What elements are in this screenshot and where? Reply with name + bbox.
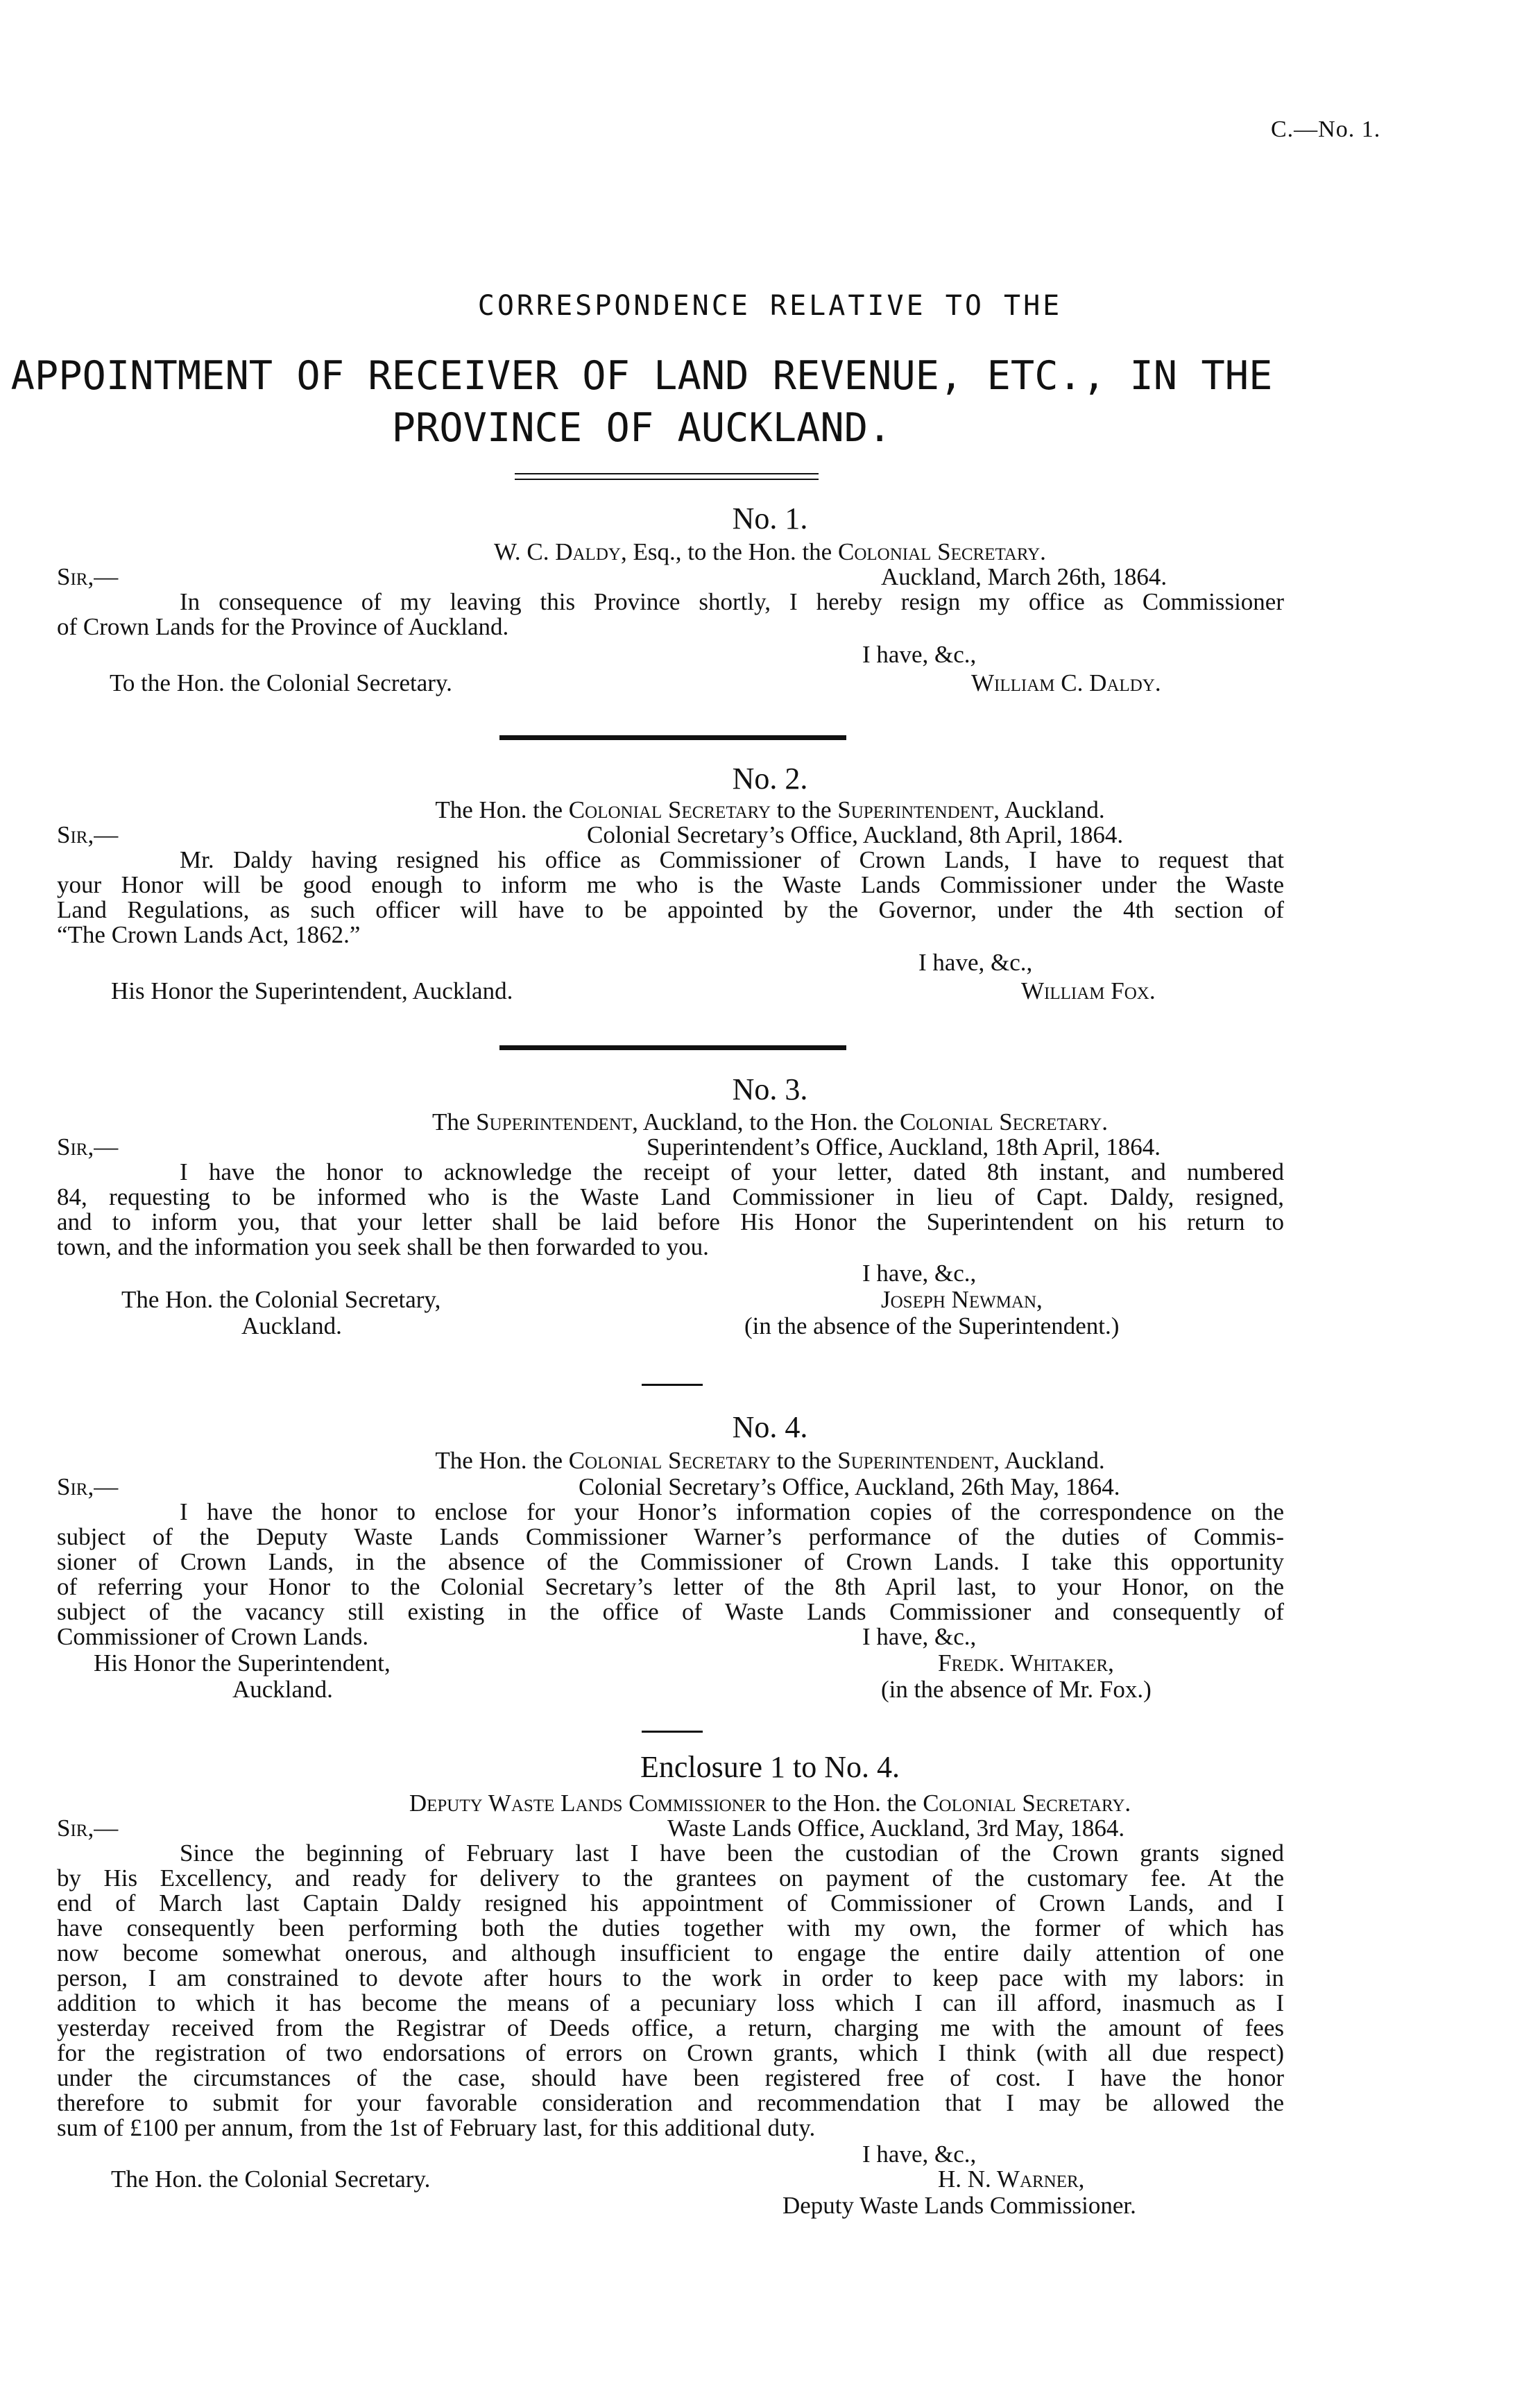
body-line: sioner of Crown Lands, in the absence of the Commissioner of Crown Lands. I take this opportunity (57, 1548, 1284, 1575)
letter-4-addressee-city: Auckland. (232, 1676, 333, 1703)
body-line: and to inform you, that your letter shall be laid before His Honor the Superintendent on his return to (57, 1208, 1284, 1235)
letter-2-closing: I have, &c., (918, 949, 1033, 976)
body-line: “The Crown Lands Act, 1862.” (57, 921, 361, 948)
separator-rule (499, 1045, 846, 1050)
body-line: by His Excellency, and ready for delivery to the grantees on payment of the customary fee. At the (57, 1864, 1284, 1892)
body-line: have consequently been performing both the duties together with my own, the former of which has (57, 1914, 1284, 1941)
letter-4-signature-note: (in the absence of Mr. Fox.) (881, 1676, 1152, 1703)
letter-1-signature: William C. Daldy. (971, 669, 1161, 696)
enclosure-closing: I have, &c., (862, 2141, 977, 2168)
letter-2-salutation: Sir,— (57, 821, 119, 848)
letter-4-addressee: His Honor the Superintendent, (94, 1649, 391, 1676)
title-line-2: APPOINTMENT OF RECEIVER OF LAND REVENUE, ETC., IN THE (10, 353, 1273, 399)
letter-1-place-date: Auckland, March 26th, 1864. (881, 563, 1167, 590)
body-line: now become somewhat onerous, and although insufficient to engage the entire daily attention of one (57, 1939, 1284, 1966)
title-line-1: CORRESPONDENCE RELATIVE TO THE (477, 290, 1063, 322)
page-number: C.—No. 1. (1271, 117, 1381, 142)
body-line: Commissioner of Crown Lands. (57, 1623, 369, 1650)
enclosure-heading: Enclosure 1 to No. 4. (640, 1750, 900, 1784)
body-line: Since the beginning of February last I have been the custodian of the Crown grants signed (180, 1840, 1284, 1867)
letter-3-addressee: The Hon. the Colonial Secretary, (121, 1286, 441, 1313)
separator-rule (642, 1731, 703, 1733)
body-line: subject of the Deputy Waste Lands Commissioner Warner’s performance of the duties of Commis- (57, 1523, 1284, 1550)
body-line: town, and the information you seek shall be then forwarded to you. (57, 1233, 709, 1260)
letter-3-closing: I have, &c., (862, 1260, 977, 1287)
letter-1-salutation: Sir,— (57, 563, 119, 590)
title-rule (515, 473, 819, 480)
body-line: under the circumstances of the case, should have been registered free of cost. I have the honor (57, 2064, 1284, 2091)
letter-4-signature: Fredk. Whitaker, (938, 1649, 1114, 1676)
enclosure-addressee: The Hon. the Colonial Secretary. (111, 2166, 431, 2193)
title-line-3: PROVINCE OF AUCKLAND. (391, 405, 892, 451)
letter-1-from: W. C. Daldy, Esq., to the Hon. the Colonial Secretary. (494, 538, 1046, 565)
enclosure-salutation: Sir,— (57, 1815, 119, 1842)
letter-3-salutation: Sir,— (57, 1133, 119, 1160)
enclosure-from: Deputy Waste Lands Commissioner to the Hon. the Colonial Secretary. (409, 1790, 1131, 1817)
body-line: therefore to submit for your favorable consideration and recommendation that I may be allowed the (57, 2089, 1284, 2116)
body-line: 84, requesting to be informed who is the Waste Land Commissioner in lieu of Capt. Daldy, resigned, (57, 1183, 1284, 1210)
letter-2-signature: William Fox. (1021, 977, 1156, 1004)
body-line: I have the honor to acknowledge the receipt of your letter, dated 8th instant, and numbered (180, 1158, 1284, 1185)
letter-3-addressee-city: Auckland. (241, 1312, 342, 1339)
enclosure-place-date: Waste Lands Office, Auckland, 3rd May, 1864. (667, 1815, 1125, 1842)
separator-rule (499, 735, 846, 740)
body-line: yesterday received from the Registrar of Deeds office, a return, charging me with the amount of fees (57, 2014, 1284, 2041)
letter-3-heading: No. 3. (732, 1072, 808, 1106)
enclosure-signature-title: Deputy Waste Lands Commissioner. (782, 2192, 1136, 2219)
letter-4-closing: I have, &c., (862, 1623, 977, 1650)
body-line: subject of the vacancy still existing in the office of Waste Lands Commissioner and consequently of (57, 1598, 1284, 1625)
body-line: Land Regulations, as such officer will have to be appointed by the Governor, under the 4th section of (57, 896, 1284, 923)
letter-2-place-date: Colonial Secretary’s Office, Auckland, 8th April, 1864. (587, 821, 1124, 848)
body-line: your Honor will be good enough to inform me who is the Waste Lands Commissioner under the Waste (57, 871, 1284, 898)
letter-2-from: The Hon. the Colonial Secretary to the Superintendent, Auckland. (435, 796, 1105, 823)
body-line: for the registration of two endorsations of errors on Crown grants, which I think (with all due respect) (57, 2039, 1284, 2066)
letter-4-salutation: Sir,— (57, 1473, 119, 1500)
letter-3-signature: Joseph Newman, (881, 1286, 1043, 1313)
body-line: In consequence of my leaving this Province shortly, I hereby resign my office as Commissioner (180, 588, 1284, 615)
title-block (0, 350, 1283, 454)
body-line: of referring your Honor to the Colonial Secretary’s letter of the 8th April last, to your Honor, on the (57, 1573, 1284, 1600)
body-line: addition to which it has become the means of a pecuniary loss which I can ill afford, inasmuch as I (57, 1989, 1284, 2016)
separator-rule (642, 1384, 703, 1386)
body-line: of Crown Lands for the Province of Auckland. (57, 613, 509, 640)
letter-4-from: The Hon. the Colonial Secretary to the Superintendent, Auckland. (435, 1447, 1105, 1474)
letter-1-addressee: To the Hon. the Colonial Secretary. (110, 669, 452, 696)
letter-3-from: The Superintendent, Auckland, to the Hon. the Colonial Secretary. (431, 1108, 1109, 1135)
letter-1-closing: I have, &c., (862, 641, 977, 668)
letter-4-heading: No. 4. (732, 1410, 808, 1444)
enclosure-signature: H. N. Warner, (938, 2166, 1085, 2193)
letter-3-place-date: Superintendent’s Office, Auckland, 18th April, 1864. (647, 1133, 1161, 1160)
body-line: end of March last Captain Daldy resigned his appointment of Commissioner of Crown Lands, and I (57, 1889, 1284, 1916)
letter-2-addressee: His Honor the Superintendent, Auckland. (111, 977, 513, 1004)
body-line: Mr. Daldy having resigned his office as Commissioner of Crown Lands, I have to request that (180, 846, 1284, 873)
letter-2-heading: No. 2. (732, 762, 808, 796)
letter-3-signature-note: (in the absence of the Superintendent.) (744, 1312, 1120, 1339)
letter-4-place-date: Colonial Secretary’s Office, Auckland, 26th May, 1864. (579, 1473, 1120, 1500)
body-line: I have the honor to enclose for your Honor’s information copies of the correspondence on the (180, 1498, 1284, 1525)
letter-1-heading: No. 1. (732, 501, 808, 535)
body-line: person, I am constrained to devote after hours to the work in order to keep pace with my labors: in (57, 1964, 1284, 1991)
body-line: sum of £100 per annum, from the 1st of February last, for this additional duty. (57, 2114, 816, 2141)
